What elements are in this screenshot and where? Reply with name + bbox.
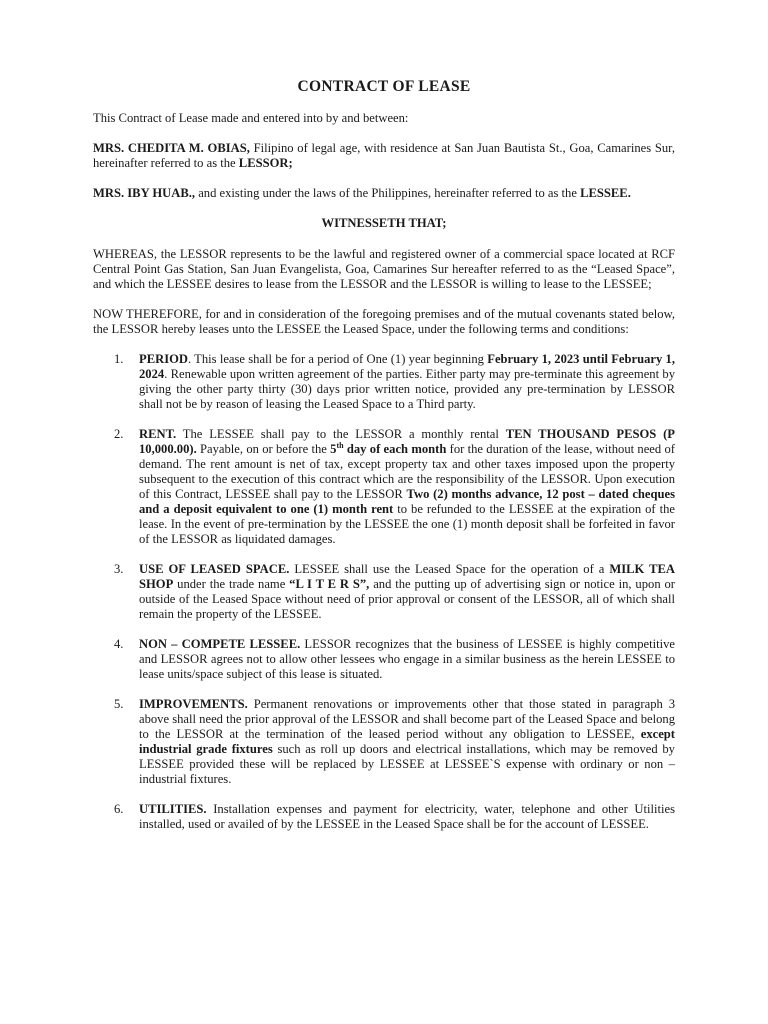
- term-heading: USE OF LEASED SPACE.: [139, 562, 290, 576]
- term-text: Installation expenses and payment for electricity, water, telephone and other Utilities installed, used or availed of by the LESSEE in the Leased Space shall be for the account of LESSEE.: [139, 802, 675, 831]
- term-text: . This lease shall be for a period of One (1) year beginning: [187, 352, 488, 366]
- term-number: 5.: [114, 697, 124, 711]
- term-improvements: [93, 697, 675, 787]
- term-number: 6.: [114, 802, 124, 816]
- term-text: LESSEE shall use the Leased Space for the operation of a: [289, 562, 610, 576]
- term-utilities: [93, 802, 675, 832]
- term-text: Permanent renovations or improvements other that those stated in paragraph 3 above shall need the prior approval of the LESSOR and shall become part of the Leased Space and belong to the LESSOR at the termination of the leased period without any obligation to LESSEE,: [139, 697, 675, 741]
- term-bold-text: “L I T E R S”,: [289, 577, 370, 591]
- term-use-of-leased-space: [93, 562, 675, 622]
- whereas-paragraph: WHEREAS, the LESSOR represents to be the lawful and registered owner of a commercial space located at RCF Central Point Gas Station, San Juan Evangelista, Goa, Camarines Sur hereafter referred to as the “Leased Space”, and which the LESSEE desires to lease from the LESSOR and the LESSOR is willing to lease to the LESSEE;: [93, 247, 675, 291]
- term-number: 4.: [114, 637, 124, 651]
- term-text: LESSOR recognizes that the business of LESSEE is highly competitive and LESSOR agrees not to allow other lessees who engage in a similar business as the herein LESSEE to lease units/space subject of this lease is situated.: [139, 637, 676, 681]
- now-therefore-paragraph: NOW THEREFORE, for and in consideration of the foregoing premises and of the mutual covenants stated below, the LESSOR hereby leases unto the LESSEE the Leased Space, under the following terms and conditions:: [93, 307, 675, 336]
- term-superscript: th: [336, 440, 344, 450]
- term-bold-text: TEN THOUSAND PESOS (P 10,000.00).: [139, 427, 694, 456]
- lessor-role: LESSOR;: [238, 156, 293, 170]
- term-heading: NON – COMPETE LESSEE.: [139, 637, 301, 651]
- term-heading: IMPROVEMENTS.: [139, 697, 248, 711]
- term-bold-text: Two (2) months advance, 12 post – dated cheques and a deposit equivalent to one (1) month rent: [139, 487, 675, 516]
- term-number: 3.: [114, 562, 124, 576]
- term-text: and the putting up of advertising sign or notice in, upon or outside of the Leased Space without need of prior approval or consent of the LESSOR, all of which shall remain the property of the LESSEE.: [139, 577, 675, 621]
- term-text: Payable, on or before the: [196, 442, 331, 456]
- term-bold-text: MILK TEA SHOP: [139, 562, 675, 591]
- term-number: 1.: [114, 352, 124, 366]
- term-text: for the duration of the lease, without need of demand. The rent amount is net of tax, except property tax and other taxes imposed upon the property subsequent to the execution of this contract which are the responsibility of the LESSOR. Upon execution of this Contract, LESSEE shall pay to the LESSOR: [139, 442, 675, 501]
- lessor-name: MRS. CHEDITA M. OBIAS,: [93, 141, 250, 155]
- term-text: The LESSEE shall pay to the LESSOR a monthly rental: [176, 427, 506, 441]
- term-bold-text: except industrial grade fixtures: [139, 727, 675, 756]
- term-non-compete: [93, 637, 675, 682]
- lessee-text: and existing under the laws of the Philippines, hereinafter referred to as the: [195, 186, 581, 200]
- witnesseth-heading: WITNESSETH THAT;: [321, 216, 447, 230]
- intro-text: This Contract of Lease made and entered into by and between:: [93, 111, 409, 125]
- term-text: such as roll up doors and electrical installations, which may be removed by LESSEE provided these will be replaced by LESSEE at LESSEE`S expense with ordinary or non – industrial fixtures.: [139, 742, 675, 786]
- document-title: CONTRACT OF LEASE: [297, 78, 471, 95]
- term-bold-text: 5: [330, 442, 337, 456]
- lessee-party-paragraph: [93, 186, 675, 201]
- lessee-role: LESSEE.: [580, 186, 631, 200]
- term-rent: [93, 427, 694, 547]
- terms-list: [93, 352, 694, 832]
- term-heading: PERIOD: [139, 352, 188, 366]
- term-text: to be refunded to the LESSEE at the expiration of the lease. In the event of pre-termination by the LESSEE the one (1) month deposit shall be forfeited in favor of the LESSOR as liquidated damages.: [139, 502, 675, 546]
- lessee-name: MRS. IBY HUAB.,: [93, 186, 196, 200]
- term-number: 2.: [114, 427, 124, 441]
- term-text: under the trade name: [173, 577, 290, 591]
- term-text: . Renewable upon written agreement of the parties. Either party may pre-terminate this agreement by giving the other party thirty (30) days prior written notice, provided any pre-termination by LESSOR shall not be by reason of leasing the Leased Space to a Third party.: [139, 367, 675, 411]
- lessor-party-paragraph: [93, 141, 675, 171]
- term-bold-text: February 1, 2023 until February 1, 2024: [139, 352, 675, 381]
- term-heading: UTILITIES.: [139, 802, 207, 816]
- term-bold-text: day of each month: [343, 442, 447, 456]
- term-heading: RENT.: [139, 427, 177, 441]
- lessor-text: Filipino of legal age, with residence at San Juan Bautista St., Goa, Camarines Sur, hereinafter referred to as the: [93, 141, 676, 170]
- term-period: [93, 352, 675, 412]
